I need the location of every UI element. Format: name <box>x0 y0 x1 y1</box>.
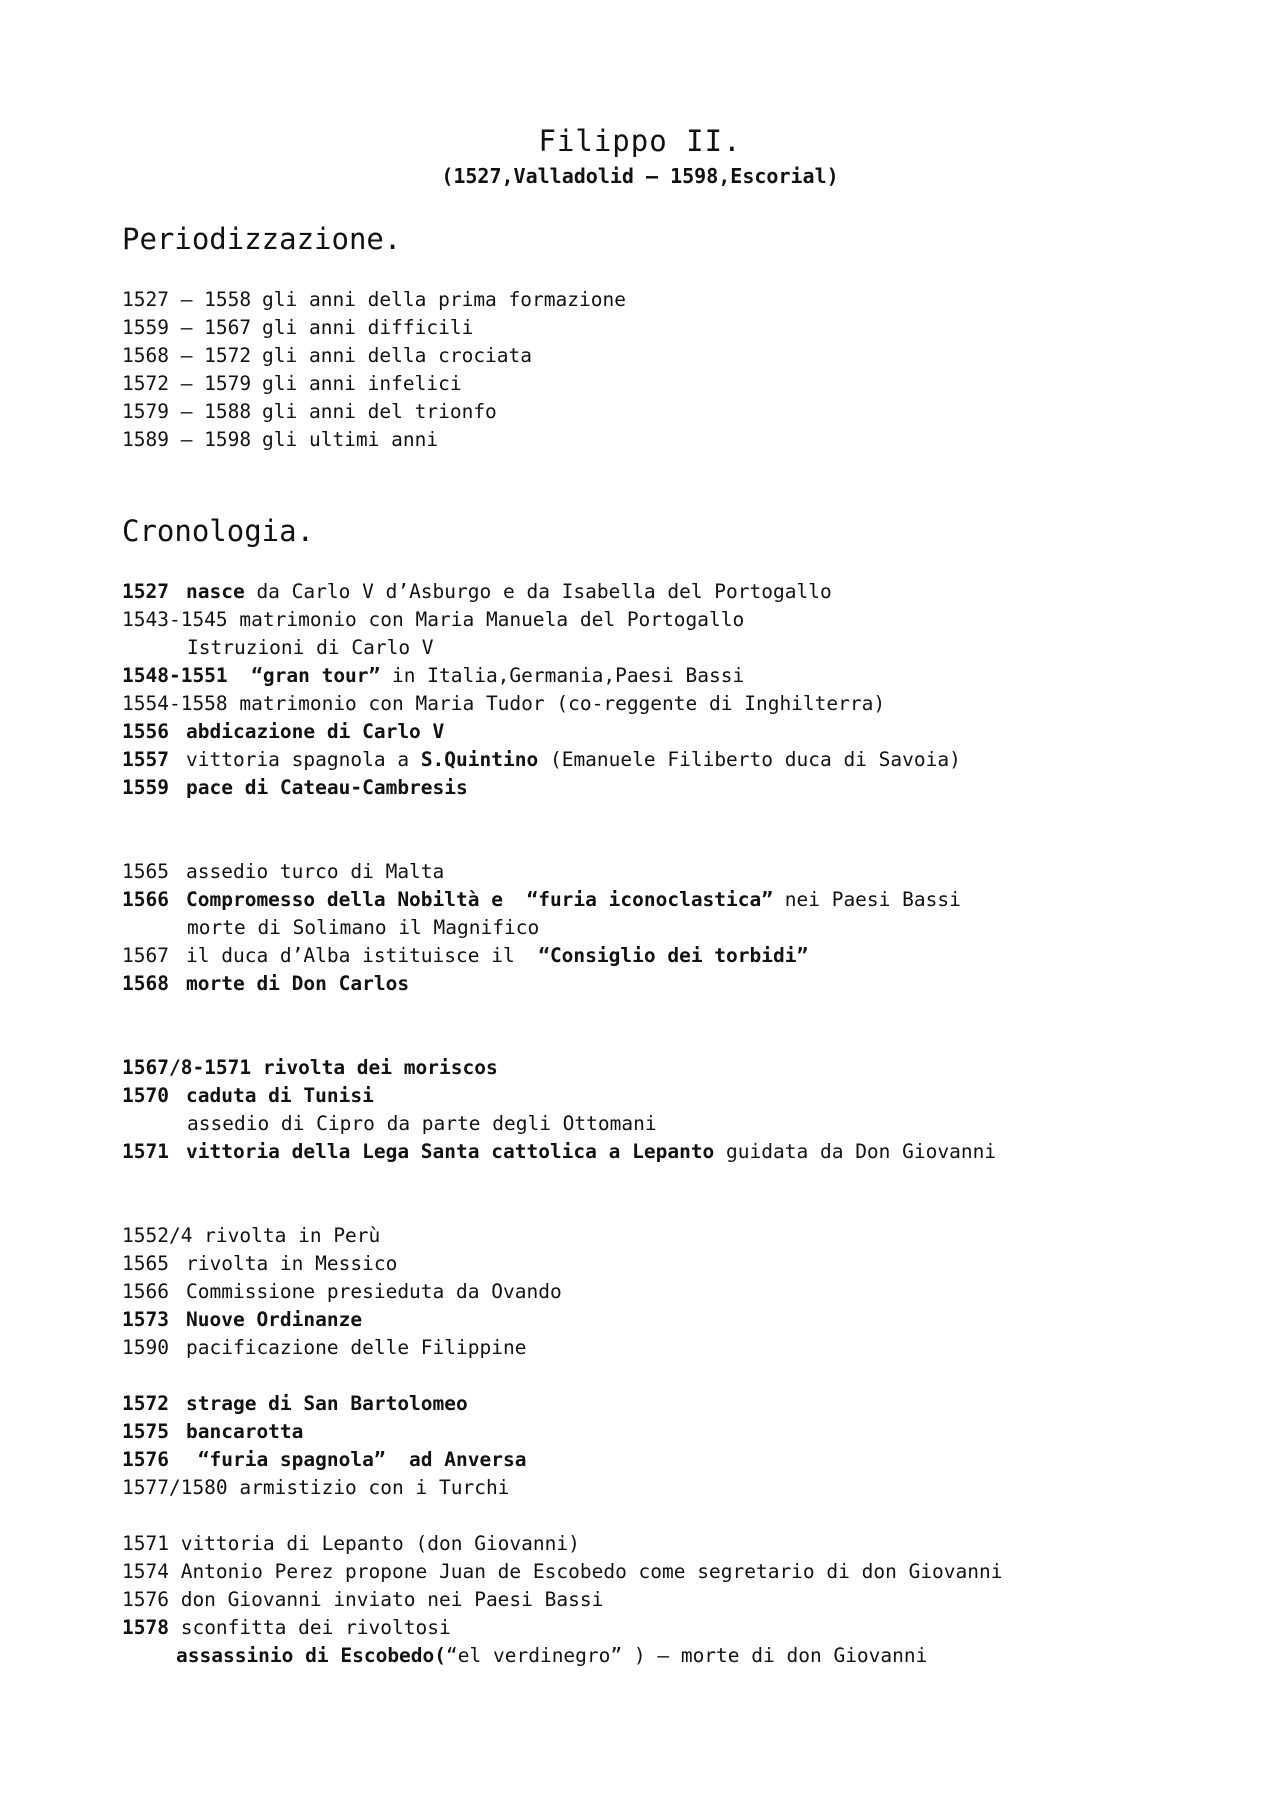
chronology-year: 1575 <box>122 1420 169 1443</box>
chronology-bold-text: assassinio di Escobedo( <box>176 1644 447 1667</box>
chronology-year: 1556 <box>122 720 169 743</box>
chronology-line <box>122 663 744 689</box>
section-heading-cronologia: Cronologia. <box>122 514 315 548</box>
period-text: gli ultimi anni <box>262 428 439 451</box>
chronology-line <box>122 1279 562 1305</box>
chronology-year: 1565 <box>122 1252 169 1275</box>
chronology-year: 1568 <box>122 972 169 995</box>
chronology-year: 1557 <box>122 748 169 771</box>
chronology-line <box>122 971 409 997</box>
period-years: 1572 – 1579 <box>122 372 252 395</box>
period-text: gli anni della prima formazione <box>262 288 626 311</box>
chronology-bold-text: pace di Cateau-Cambresis <box>186 776 468 799</box>
chronology-bold-text: 1548-1551 “gran tour” <box>122 664 381 687</box>
chronology-bold-text: abdicazione di Carlo V <box>186 720 445 743</box>
chronology-year: 1527 <box>122 580 169 603</box>
period-text: gli anni infelici <box>262 372 462 395</box>
chronology-line <box>122 1083 374 1109</box>
chronology-bold-text: “Consiglio dei torbidi” <box>538 944 809 967</box>
chronology-line: 1554-1558 matrimonio con Maria Tudor (co-reggente di Inghilterra) <box>122 692 886 715</box>
chronology-bold-text: Compromesso della Nobiltà e “furia iconoclastica” <box>186 888 773 911</box>
period-row <box>122 343 532 369</box>
chronology-line <box>122 775 468 801</box>
chronology-bold-text: S.Quintino <box>420 748 539 771</box>
chronology-line <box>122 747 961 773</box>
chronology-line <box>122 1139 996 1165</box>
chronology-text: guidata da Don Giovanni <box>714 1140 997 1163</box>
chronology-year: 1576 <box>122 1448 169 1471</box>
chronology-text: in Italia,Germania,Paesi Bassi <box>380 664 745 687</box>
chronology-bold-text: nasce <box>186 580 245 603</box>
chronology-text: da Carlo V d’Asburgo e da Isabella del Portogallo <box>244 580 832 603</box>
period-row <box>122 287 626 313</box>
chronology-line <box>122 1391 468 1417</box>
chronology-line <box>122 579 832 605</box>
period-row <box>122 427 438 453</box>
chronology-bold-text: strage di San Bartolomeo <box>186 1392 468 1415</box>
chronology-text: assedio turco di Malta <box>186 860 445 883</box>
chronology-bold-text: caduta di Tunisi <box>186 1084 374 1107</box>
period-years: 1527 – 1558 <box>122 288 252 311</box>
chronology-line <box>122 1615 451 1641</box>
chronology-text: pacificazione delle Filippine <box>186 1336 527 1359</box>
chronology-year: 1590 <box>122 1336 169 1359</box>
period-text: gli anni della crociata <box>262 344 533 367</box>
chronology-line <box>122 1335 526 1361</box>
chronology-year: 1572 <box>122 1392 169 1415</box>
chronology-bold-text: Nuove Ordinanze <box>186 1308 363 1331</box>
chronology-line <box>122 887 961 913</box>
chronology-bold-text: morte di Don Carlos <box>186 972 410 995</box>
chronology-bold-text: 1567/8-1571 rivolta dei moriscos <box>122 1056 498 1079</box>
period-row <box>122 371 462 397</box>
chronology-line <box>122 943 808 969</box>
chronology-year: 1571 <box>122 1140 169 1163</box>
chronology-text: (Emanuele Filiberto duca di Savoia) <box>538 748 961 771</box>
period-row <box>122 399 497 425</box>
chronology-line: assedio di Cipro da parte degli Ottomani <box>187 1112 657 1135</box>
chronology-line: morte di Solimano il Magnifico <box>187 916 540 939</box>
chronology-year: 1566 <box>122 1280 169 1303</box>
chronology-line <box>122 859 444 885</box>
chronology-text: nei Paesi Bassi <box>773 888 961 911</box>
chronology-year: 1567 <box>122 944 169 967</box>
chronology-line: Istruzioni di Carlo V <box>187 636 434 659</box>
chronology-line: 1571 vittoria di Lepanto (don Giovanni) <box>122 1532 580 1555</box>
section-heading-periodizzazione: Periodizzazione. <box>122 222 402 256</box>
chronology-line: 1576 don Giovanni inviato nei Paesi Bassi <box>122 1588 604 1611</box>
chronology-line: 1543-1545 matrimonio con Maria Manuela del Portogallo <box>122 608 745 631</box>
chronology-year: 1565 <box>122 860 169 883</box>
chronology-line <box>122 1447 526 1473</box>
chronology-year: 1559 <box>122 776 169 799</box>
chronology-line: 1574 Antonio Perez propone Juan de Escobedo come segretario di don Giovanni <box>122 1560 1003 1583</box>
chronology-year: 1570 <box>122 1084 169 1107</box>
chronology-line <box>122 719 444 745</box>
chronology-text: rivolta in Messico <box>186 1252 398 1275</box>
chronology-text: vittoria spagnola a <box>186 748 421 771</box>
period-text: gli anni del trionfo <box>262 400 497 423</box>
document-title: Filippo II. <box>538 124 742 158</box>
period-text: gli anni difficili <box>262 316 474 339</box>
chronology-bold-text: bancarotta <box>186 1420 304 1443</box>
chronology-text: sconfitta dei rivoltosi <box>168 1616 451 1639</box>
chronology-line <box>122 1251 397 1277</box>
chronology-year: 1573 <box>122 1308 169 1331</box>
document-subtitle: (1527,Valladolid – 1598,Escorial) <box>441 164 839 188</box>
chronology-year: 1578 <box>122 1616 169 1639</box>
chronology-bold-text: “furia spagnola” ad Anversa <box>186 1448 527 1471</box>
chronology-line <box>122 1419 303 1445</box>
chronology-bold-text: vittoria della Lega Santa cattolica a Lepanto <box>186 1140 715 1163</box>
chronology-text: il duca d’Alba istituisce il <box>186 944 539 967</box>
chronology-line: 1552/4 rivolta in Perù <box>122 1224 381 1247</box>
period-years: 1589 – 1598 <box>122 428 252 451</box>
period-years: 1568 – 1572 <box>122 344 252 367</box>
chronology-line: 1577/1580 armistizio con i Turchi <box>122 1476 510 1499</box>
chronology-text: Commissione presieduta da Ovando <box>186 1280 562 1303</box>
chronology-line <box>122 1055 498 1081</box>
period-row <box>122 315 473 341</box>
period-years: 1579 – 1588 <box>122 400 252 423</box>
chronology-text: “el verdinegro” ) – morte di don Giovanni <box>446 1644 928 1667</box>
period-years: 1559 – 1567 <box>122 316 252 339</box>
chronology-line <box>122 1307 362 1333</box>
chronology-year: 1566 <box>122 888 169 911</box>
chronology-line <box>176 1643 927 1669</box>
